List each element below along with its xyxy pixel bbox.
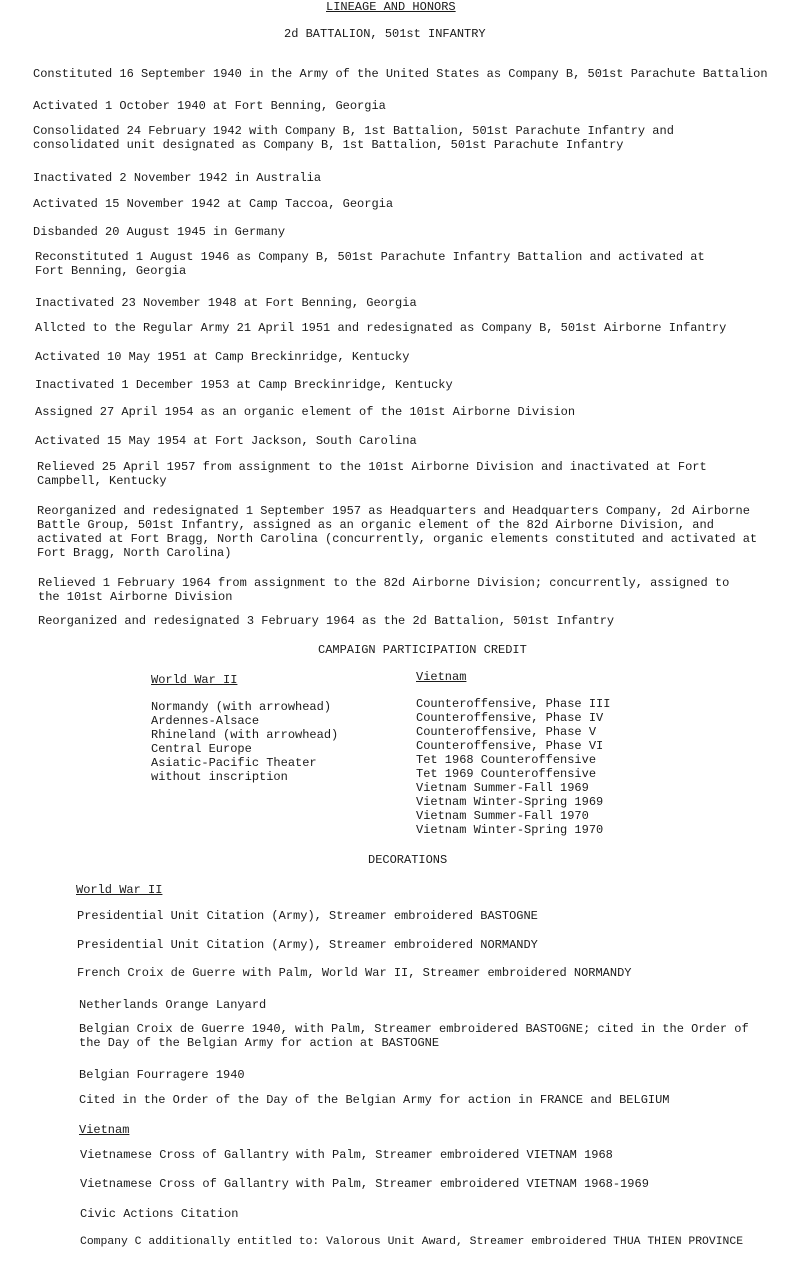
- list-item: Rhineland (with arrowhead): [151, 728, 339, 742]
- list-item: Counteroffensive, Phase III: [416, 697, 611, 711]
- campaign-ww2-list: [151, 700, 338, 784]
- lineage-entry: Constituted 16 September 1940 in the Army of the United States as Company B, 501st Parachute Battalion: [33, 67, 768, 81]
- decoration-entry: Company C additionally entitled to: Valorous Unit Award, Streamer embroidered THUA THIEN PROVINCE: [80, 1236, 744, 1248]
- list-item: Tet 1968 Counteroffensive: [416, 753, 597, 767]
- decoration-entry: Cited in the Order of the Day of the Belgian Army for action in FRANCE and BELGIUM: [79, 1093, 670, 1107]
- decoration-entry: Belgian Fourragere 1940: [79, 1068, 245, 1082]
- list-item: Normandy (with arrowhead): [151, 700, 332, 714]
- lineage-entry: Inactivated 1 December 1953 at Camp Breckinridge, Kentucky: [35, 378, 453, 392]
- decoration-entry: Civic Actions Citation: [80, 1207, 239, 1221]
- decoration-entry: Netherlands Orange Lanyard: [79, 998, 267, 1012]
- decoration-entry: Vietnamese Cross of Gallantry with Palm, Streamer embroidered VIETNAM 1968: [80, 1148, 613, 1162]
- list-item: Ardennes-Alsace: [151, 714, 260, 728]
- list-item: Central Europe: [151, 742, 252, 756]
- lineage-entry: Relieved 1 February 1964 from assignment to the 82d Airborne Division; concurrently, assigned to the 101st Airborne Division: [38, 576, 730, 604]
- lineage-entry: Disbanded 20 August 1945 in Germany: [33, 225, 286, 239]
- lineage-entry: Reconstituted 1 August 1946 as Company B, 501st Parachute Infantry Battalion and activated at Fort Benning, Georgia: [35, 250, 705, 278]
- decoration-entry: Belgian Croix de Guerre 1940, with Palm, Streamer embroidered BASTOGNE; cited in the Order of the Day of the Belgian Army for action at BASTOGNE: [79, 1022, 749, 1050]
- lineage-entry: Assigned 27 April 1954 as an organic element of the 101st Airborne Division: [35, 405, 576, 419]
- list-item: Vietnam Winter-Spring 1969: [416, 795, 604, 809]
- decorations-heading: DECORATIONS: [368, 853, 448, 867]
- lineage-entry: Inactivated 2 November 1942 in Australia: [33, 171, 322, 185]
- lineage-entry: Reorganized and redesignated 3 February 1964 as the 2d Battalion, 501st Infantry: [38, 614, 615, 628]
- lineage-entry: Activated 15 May 1954 at Fort Jackson, South Carolina: [35, 434, 417, 448]
- list-item: Counteroffensive, Phase VI: [416, 739, 604, 753]
- lineage-entry: Relieved 25 April 1957 from assignment to the 101st Airborne Division and inactivated at Fort Campbell, Kentucky: [37, 460, 707, 488]
- list-item: Tet 1969 Counteroffensive: [416, 767, 597, 781]
- list-item: without inscription: [151, 770, 288, 784]
- decoration-entry: French Croix de Guerre with Palm, World War II, Streamer embroidered NORMANDY: [77, 966, 632, 980]
- list-item: Counteroffensive, Phase V: [416, 725, 597, 739]
- lineage-entry: Activated 15 November 1942 at Camp Taccoa, Georgia: [33, 197, 394, 211]
- campaign-heading: CAMPAIGN PARTICIPATION CREDIT: [318, 643, 527, 657]
- decoration-entry: Vietnamese Cross of Gallantry with Palm, Streamer embroidered VIETNAM 1968-1969: [80, 1177, 649, 1191]
- decoration-entry: Presidential Unit Citation (Army), Streamer embroidered NORMANDY: [77, 938, 538, 952]
- lineage-entry: Consolidated 24 February 1942 with Company B, 1st Battalion, 501st Parachute Infantry and consolidated unit designated as Company B, 1st Battalion, 501st Parachute Infantry: [33, 124, 674, 152]
- decoration-entry: Presidential Unit Citation (Army), Streamer embroidered BASTOGNE: [77, 909, 538, 923]
- list-item: Vietnam Winter-Spring 1970: [416, 823, 604, 837]
- campaign-vietnam-list: [416, 697, 610, 837]
- decorations-vietnam-heading: Vietnam: [79, 1123, 130, 1137]
- lineage-entry: Allcted to the Regular Army 21 April 1951 and redesignated as Company B, 501st Airborne Infantry: [35, 321, 727, 335]
- lineage-entry: Activated 10 May 1951 at Camp Breckinridge, Kentucky: [35, 350, 410, 364]
- list-item: Vietnam Summer-Fall 1969: [416, 781, 589, 795]
- lineage-entry: Inactivated 23 November 1948 at Fort Benning, Georgia: [35, 296, 417, 310]
- lineage-entry: Activated 1 October 1940 at Fort Benning, Georgia: [33, 99, 386, 113]
- campaign-vietnam-heading: Vietnam: [416, 670, 467, 684]
- document-title: LINEAGE AND HONORS: [326, 0, 456, 14]
- list-item: Vietnam Summer-Fall 1970: [416, 809, 589, 823]
- lineage-entry: Reorganized and redesignated 1 September 1957 as Headquarters and Headquarters Company, 2d Airborne Battle Group, 501st Infantry, assigned as an organic element of the 82d Airborne Division, and activated at Fort Bragg, North Carolina (concurrently, organic elements constituted and activated at Fort Bragg, North Carolina): [37, 504, 758, 560]
- decorations-ww2-heading: World War II: [76, 883, 163, 897]
- document-subtitle: 2d BATTALION, 501st INFANTRY: [284, 27, 486, 41]
- campaign-ww2-heading: World War II: [151, 673, 238, 687]
- list-item: Counteroffensive, Phase IV: [416, 711, 604, 725]
- list-item: Asiatic-Pacific Theater: [151, 756, 317, 770]
